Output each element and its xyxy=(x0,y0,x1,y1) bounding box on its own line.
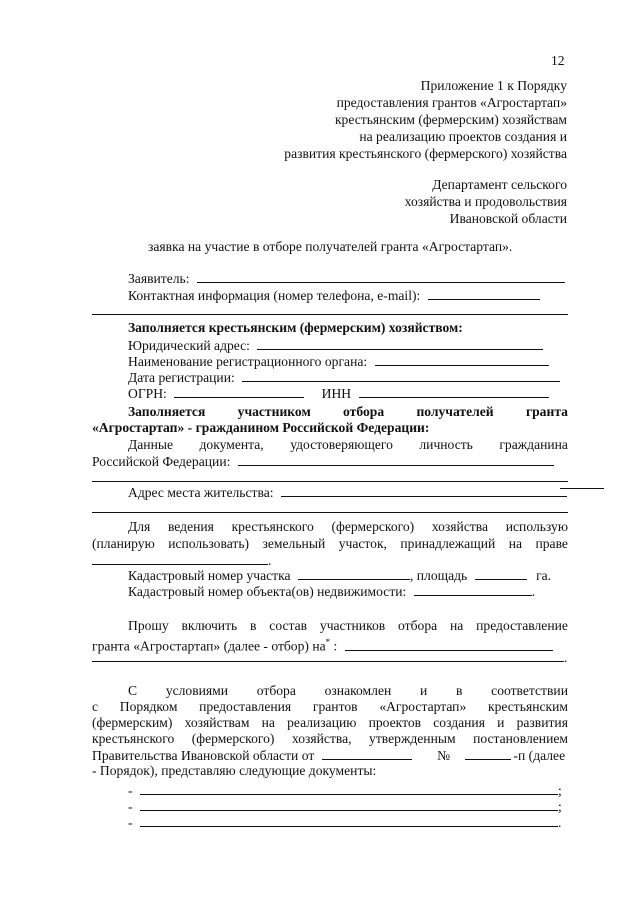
conditions-word: С xyxy=(128,683,138,698)
appendix-line: на реализацию проектов создания и xyxy=(359,129,567,144)
appendix-line: Приложение 1 к Порядку xyxy=(420,78,567,93)
contact-row xyxy=(128,287,540,304)
document-field[interactable] xyxy=(140,798,558,811)
conditions-word: постановлением xyxy=(473,731,568,746)
applicant-label: Заявитель: xyxy=(128,271,190,286)
conditions-word: (фермерского) xyxy=(191,731,275,746)
cadastral-plot-label: Кадастровый номер участка xyxy=(128,568,291,583)
cadastral-objects-field[interactable] xyxy=(414,583,532,596)
conditions-word: соответствии xyxy=(491,683,568,698)
list-dash: - xyxy=(128,783,133,798)
reg-date-label: Дата регистрации: xyxy=(128,370,235,385)
request-line2 xyxy=(92,634,553,655)
conditions-word: грантов xyxy=(312,699,358,714)
contact-field[interactable] xyxy=(428,287,540,300)
reg-authority-row xyxy=(128,353,549,370)
reg-authority-label: Наименование регистрационного органа: xyxy=(128,354,368,369)
contact-label: Контактная информация (номер телефона, e-mail): xyxy=(128,288,421,303)
document-list-item xyxy=(128,814,561,831)
id-document-row xyxy=(92,453,554,470)
heading-word: Заполняется xyxy=(128,404,206,419)
request-word: Прошу xyxy=(128,618,169,633)
conditions-word: хозяйства, xyxy=(291,731,352,746)
doc-word: удостоверяющего xyxy=(290,437,393,452)
request-line1 xyxy=(128,618,568,634)
land-word: принадлежащий xyxy=(400,536,496,551)
conditions-word: «Агростартап» xyxy=(379,699,467,714)
document-list-item xyxy=(128,798,562,815)
conditions-line1 xyxy=(128,683,568,699)
document-field[interactable] xyxy=(140,782,558,795)
residence-field[interactable] xyxy=(281,484,567,497)
inn-label: ИНН xyxy=(321,386,352,401)
land-word: (фермерского) xyxy=(331,519,415,534)
ogrn-field[interactable] xyxy=(174,385,304,398)
cadastral-objects-row: Кадастровый номер объекта(ов) недвижимости: . xyxy=(128,584,536,599)
citizen-section-heading-line2: «Агростартап» - гражданином Российской Федерации: xyxy=(92,420,430,435)
residence-stray-line xyxy=(560,488,604,489)
document-field[interactable] xyxy=(140,814,558,827)
conditions-word: условиями xyxy=(165,683,229,698)
farm-section-heading: Заполняется крестьянским (фермерским) хозяйством: xyxy=(128,320,463,335)
document-list-item xyxy=(128,782,562,799)
reg-authority-field[interactable] xyxy=(375,353,549,366)
request-purpose-field[interactable] xyxy=(345,638,553,651)
decree-prefix: Правительства Ивановской области от xyxy=(92,748,315,763)
land-word: праве xyxy=(535,536,568,551)
conditions-word: (фермерским) xyxy=(92,715,173,730)
doc-word: документа, xyxy=(199,437,264,452)
conditions-word: крестьянским xyxy=(488,699,568,714)
land-word: на xyxy=(508,536,523,551)
land-line1 xyxy=(128,519,568,535)
land-right-field[interactable] xyxy=(92,552,268,565)
request-word: состав xyxy=(269,618,308,633)
land-word: хозяйства xyxy=(431,519,489,534)
legal-address-label: Юридический адрес: xyxy=(128,338,250,353)
residence-row xyxy=(128,484,567,501)
conditions-word: проектов xyxy=(368,715,422,730)
heading-word: гранта xyxy=(525,404,568,419)
applicant-field[interactable] xyxy=(197,270,565,283)
land-word: использую xyxy=(505,519,568,534)
request-word: предоставление xyxy=(476,618,568,633)
ogrn-label: ОГРН: xyxy=(128,386,167,401)
conditions-word: Порядком xyxy=(119,699,178,714)
id-document-field-extra xyxy=(92,481,568,482)
heading-word: отбора xyxy=(343,404,385,419)
document-title: заявка на участие в отборе получателей гранта «Агростартап». xyxy=(148,239,513,254)
legal-address-field[interactable] xyxy=(257,337,543,350)
request-word: в xyxy=(250,618,257,633)
ogrn-inn-row xyxy=(128,385,549,402)
doc-word: гражданина xyxy=(499,437,568,452)
conditions-word: ознакомлен xyxy=(324,683,392,698)
addressee-line: Департамент сельского xyxy=(432,177,567,192)
request-colon: : xyxy=(333,638,338,654)
legal-address-row xyxy=(128,337,543,354)
doc-word: Данные xyxy=(128,437,174,452)
list-dash: - xyxy=(128,799,133,814)
conditions-word: отбора xyxy=(256,683,296,698)
land-word: крестьянского xyxy=(231,519,314,534)
conditions-word: в xyxy=(456,683,463,698)
cadastral-plot-field[interactable] xyxy=(298,567,410,580)
conditions-word: развития xyxy=(516,715,568,730)
citizen-section-heading xyxy=(128,404,568,420)
doc-word: личность xyxy=(419,437,473,452)
heading-word: получателей xyxy=(416,404,494,419)
decree-suffix: -п (далее xyxy=(513,748,566,763)
addressee-line: хозяйства и продовольствия xyxy=(404,194,567,209)
area-field[interactable] xyxy=(475,567,527,580)
area-unit: га. xyxy=(536,568,552,583)
cadastral-objects-label: Кадастровый номер объекта(ов) недвижимости: xyxy=(128,584,407,599)
addressee-line: Ивановской области xyxy=(449,211,567,226)
conditions-word: с xyxy=(92,699,99,714)
appendix-line: предоставления грантов «Агростартап» xyxy=(336,95,567,110)
footnote-mark: * xyxy=(325,637,331,647)
conditions-word: и xyxy=(497,715,505,730)
conditions-line4 xyxy=(92,731,568,747)
request-word: включить xyxy=(181,618,238,633)
request-label: гранта «Агростартап» (далее - отбор) на xyxy=(92,638,326,654)
page-number: 12 xyxy=(551,53,565,68)
conditions-word: хозяйствам xyxy=(184,715,250,730)
section-divider xyxy=(92,314,568,315)
land-line2 xyxy=(92,536,568,552)
section-divider xyxy=(92,512,568,513)
id-document-field[interactable] xyxy=(238,453,554,466)
request-purpose-field-extra[interactable] xyxy=(92,661,564,662)
land-word: ведения xyxy=(167,519,214,534)
decree-date-field[interactable] xyxy=(322,747,412,760)
item-ending: . xyxy=(557,815,562,830)
applicant-row xyxy=(128,270,565,287)
conditions-line3 xyxy=(92,715,568,731)
appendix-line: развития крестьянского (фермерского) хозяйства xyxy=(284,146,567,161)
land-word: земельный xyxy=(262,536,326,551)
decree-number-field[interactable] xyxy=(465,747,511,760)
conditions-line6: - Порядок), представляю следующие документы: xyxy=(92,763,377,778)
land-word: Для xyxy=(128,519,151,534)
area-label: , площадь xyxy=(409,568,468,583)
request-word: на xyxy=(449,618,464,633)
cadastral-plot-row xyxy=(128,567,551,584)
appendix-header xyxy=(284,77,567,162)
number-sign: № xyxy=(437,748,451,763)
appendix-line: крестьянским (фермерским) хозяйствам xyxy=(334,112,567,127)
land-word: использовать) xyxy=(168,536,250,551)
conditions-word: предоставления xyxy=(199,699,292,714)
land-word: (планирую xyxy=(92,536,155,551)
conditions-word: на xyxy=(261,715,275,730)
conditions-word: создания xyxy=(433,715,485,730)
request-end-dot: . xyxy=(564,650,568,665)
conditions-word: и xyxy=(419,683,428,698)
conditions-word: утвержденным xyxy=(369,731,456,746)
id-document-label: Российской Федерации: xyxy=(92,454,231,469)
reg-date-row xyxy=(128,369,560,386)
reg-date-field[interactable] xyxy=(242,369,560,382)
list-dash: - xyxy=(128,815,133,830)
conditions-line2 xyxy=(92,699,568,715)
land-right-row: . xyxy=(92,552,271,569)
heading-word: участником xyxy=(237,404,311,419)
id-document-line1 xyxy=(128,437,568,453)
conditions-word: крестьянского xyxy=(92,731,175,746)
request-word: участников xyxy=(319,618,386,633)
item-ending: ; xyxy=(557,783,562,798)
request-word: отбора xyxy=(398,618,438,633)
item-ending: ; xyxy=(557,799,562,814)
residence-label: Адрес места жительства: xyxy=(128,485,274,500)
addressee-block xyxy=(405,176,567,227)
conditions-line5 xyxy=(92,747,565,764)
land-word: участок, xyxy=(338,536,387,551)
inn-field[interactable] xyxy=(359,385,549,398)
conditions-word: реализацию xyxy=(287,715,357,730)
